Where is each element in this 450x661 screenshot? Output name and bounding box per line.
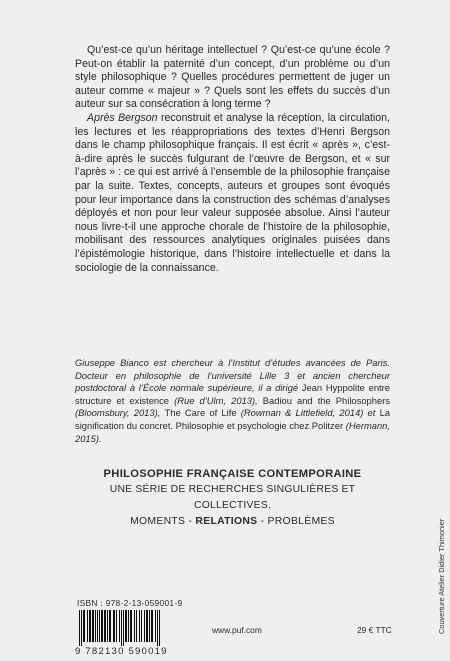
barcode-bar — [109, 610, 111, 642]
cover-credit: Couverture Atelier Didier Thimonier — [437, 518, 446, 634]
barcode-bar — [144, 610, 145, 642]
barcode-bar — [141, 610, 142, 642]
author-bio — [75, 357, 390, 445]
barcode-bar — [146, 610, 148, 642]
barcode-bar — [79, 610, 80, 646]
barcode-bar — [136, 610, 137, 642]
series-subtitle: UNE SÉRIE DE RECHERCHES SINGULIÈRES ET COLLECTIVES. — [109, 484, 356, 511]
tagline-relations: RELATIONS — [195, 516, 258, 527]
barcode-bar — [157, 610, 158, 646]
barcode-bar — [89, 610, 91, 642]
barcode-image — [75, 610, 197, 646]
tagline-moments: MOMENTS - — [130, 516, 196, 527]
barcode-bar — [123, 610, 124, 646]
blurb-text — [75, 44, 390, 275]
isbn-label: ISBN : 978-2-13-059001-9 — [77, 598, 183, 608]
barcode-bar — [130, 610, 132, 642]
barcode-bar — [107, 610, 108, 642]
bio-publisher-1: (Rue d’Ulm, 2013), — [169, 394, 263, 406]
bio-publisher-3: (Rowman & Littlefield, 2014) et — [236, 407, 380, 419]
bio-work-1: Jean Hyppolite entre structure et existence — [75, 382, 390, 406]
barcode-bar — [159, 610, 160, 646]
barcode-bar — [139, 610, 140, 642]
series-tagline — [75, 514, 390, 530]
barcode-bar — [121, 610, 122, 646]
bio-publisher-4: (Hermann, 2015). — [75, 419, 390, 444]
barcode-bar — [119, 610, 120, 642]
bio-intro: Giuseppe Bianco est chercheur à l’Institut d’études avancées de Paris. Docteur en philosophie de l’université Lille 3 et ancien chercheur postdoctoral à l’École normale supérieure, il a dirigé — [75, 357, 390, 394]
barcode-bar — [155, 610, 156, 642]
bio-work-3: The Care of Life — [164, 407, 237, 419]
bio-publisher-2: (Bloomsbury, 2013), — [75, 407, 165, 419]
barcode-bar — [134, 610, 135, 642]
blurb-paragraph-1: Qu’est-ce qu’un héritage intellectuel ? Qu’est-ce qu’une école ? Peut-on établir la paternité d’un concept, d’un problème ou d’un style philosophique ? Quelles procédures permettent de juger un auteur comme « majeur » ? Quels sont les effets du succès d’un auteur sur sa consécration à long terme ? — [75, 44, 390, 111]
bio-work-4: La signification du concret. Philosophie et psychologie chez Politzer — [75, 407, 390, 431]
barcode-bar — [95, 610, 96, 642]
barcode-bar — [87, 610, 88, 642]
barcode-bar — [151, 610, 153, 642]
website-url: www.puf.com — [212, 625, 262, 635]
series-block — [75, 466, 390, 530]
bio-work-2: Badiou and the Philosophers — [262, 394, 390, 406]
barcode-bar — [81, 610, 82, 646]
barcode-bar — [99, 610, 100, 642]
isbn-block — [75, 598, 197, 657]
barcode-bar — [101, 610, 103, 642]
barcode-bar — [116, 610, 117, 642]
barcode-bar — [92, 610, 94, 642]
tagline-problemes: - PROBLÈMES — [257, 516, 335, 527]
blurb-paragraph-2 — [75, 112, 390, 275]
barcode-bar — [97, 610, 98, 642]
series-name: PHILOSOPHIE FRANÇAISE CONTEMPORAINE — [103, 468, 362, 480]
barcode-bar — [125, 610, 127, 642]
barcode-bar — [83, 610, 85, 642]
barcode-bar — [104, 610, 106, 642]
barcode-digits: 9 782130 590019 — [75, 646, 168, 657]
blurb-paragraph-2-text: reconstruit et analyse la réception, la circulation, les lectures et les réappropriations des textes d’Henri Bergson dans le champ philosophique français. Il est écrit « après », c’est-à-dire après le succès fulgurant de l’œuvre de Bergson, et « sur l’après » : ce qui est arrivé à l’ensemble de la philosophie française par la suite. Textes, concepts, auteurs et groupes sont évoqués pour leur importance dans la construction des schémas d’analyses déployés et non pour leur valeur supposée absolue. Ainsi l’auteur nous livre-t-il une approche chorale de l’histoire de la philosophie, mobilisant des ressources analytiques originales puisées dans l’épistémologie historique, dans l’histoire intellectuelle et dans la sociologie de la connaissance. — [75, 111, 390, 274]
barcode-bar — [128, 610, 129, 642]
barcode-bar — [113, 610, 115, 642]
book-title: Après Bergson — [87, 111, 158, 124]
price-label: 29 € TTC — [357, 625, 392, 635]
barcode-bar — [149, 610, 150, 642]
